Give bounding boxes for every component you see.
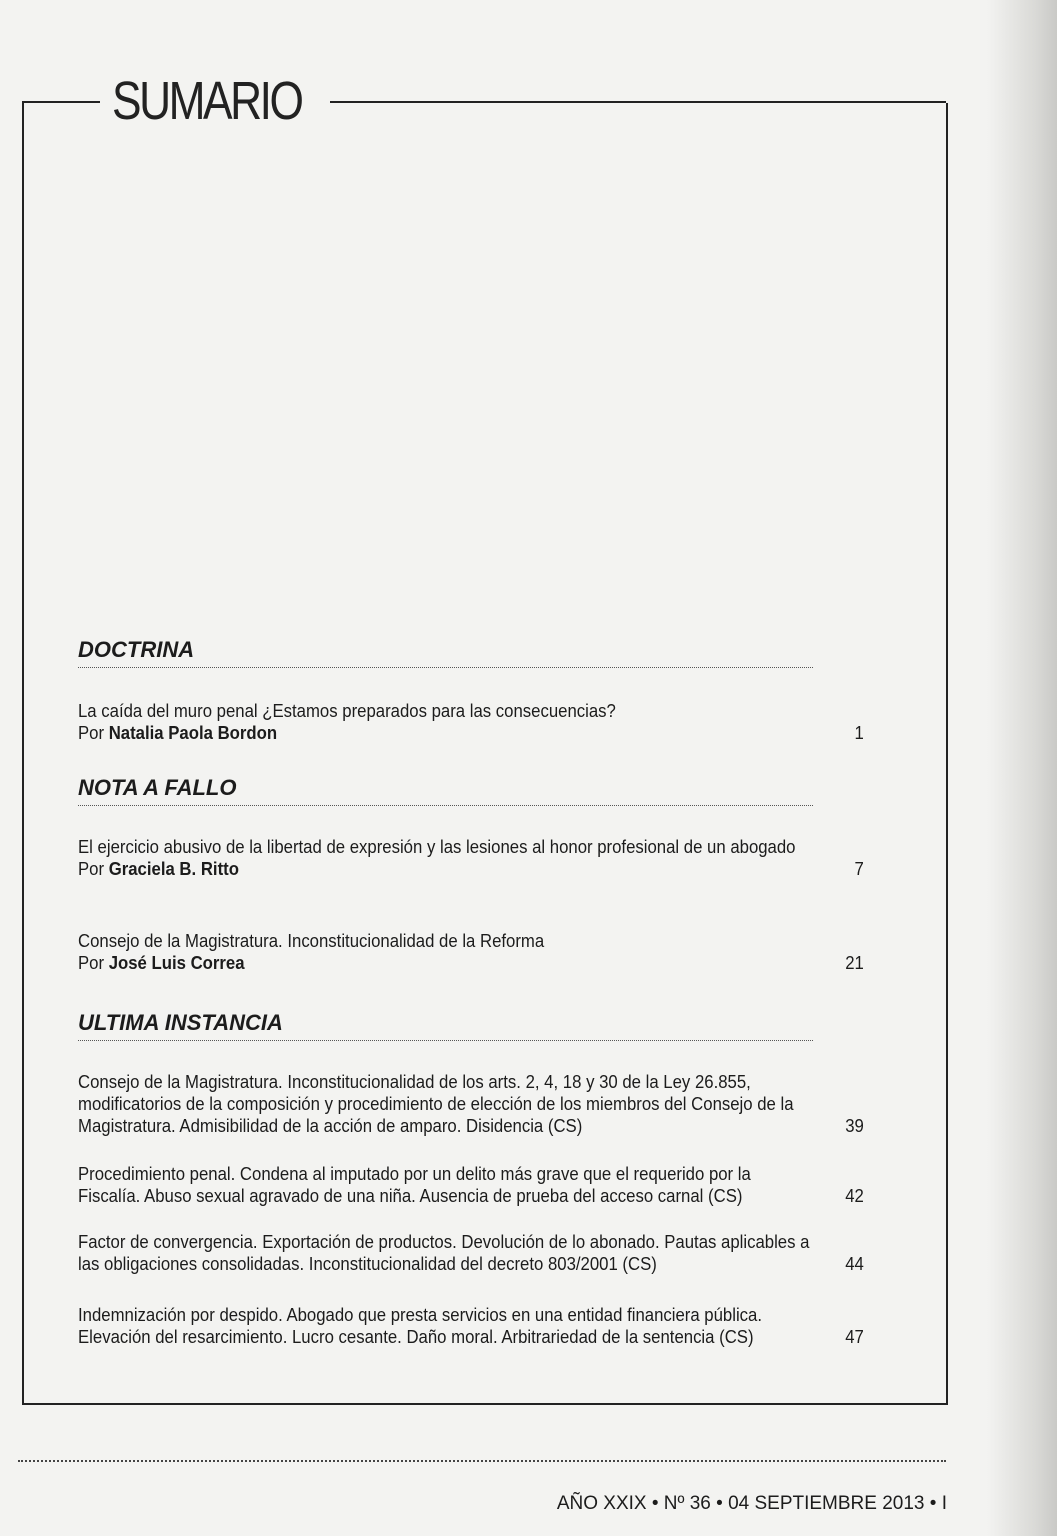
list-item <box>78 836 864 880</box>
list-item <box>78 1071 864 1137</box>
list-item <box>78 1231 864 1275</box>
entry-text: Procedimiento penal. Condena al imputado por un delito más grave que el requerido por la Fiscalía. Abuso sexual agravado de una niña. Ausencia de prueba del acceso carnal (CS) <box>78 1164 751 1206</box>
entry-author: Graciela B. Ritto <box>108 859 239 879</box>
section-heading-ultima-instancia: ULTIMA INSTANCIA <box>78 1010 813 1041</box>
footer-issue-info: AÑO XXIX • Nº 36 • 04 SEPTIEMBRE 2013 • I <box>556 1493 947 1514</box>
entry-page: 42 <box>845 1186 864 1206</box>
list-item <box>78 930 864 974</box>
entry-page: 7 <box>854 859 864 879</box>
author-prefix: Por <box>78 953 109 973</box>
entry-text: Factor de convergencia. Exportación de productos. Devolución de lo abonado. Pautas aplicables a las obligaciones consolidadas. Inconstitucionalidad del decreto 803/2001 (CS) <box>78 1232 810 1274</box>
entry-page: 1 <box>854 723 864 743</box>
entry-text: Indemnización por despido. Abogado que presta servicios en una entidad financiera pública. Elevación del resarcimiento. Lucro cesante. Daño moral. Arbitrariedad de la sentencia (CS) <box>78 1305 763 1347</box>
entry-page: 39 <box>845 1116 864 1136</box>
author-prefix: Por <box>78 859 109 879</box>
list-item <box>78 1163 864 1207</box>
author-prefix: Por <box>78 723 109 743</box>
entry-page: 47 <box>845 1327 864 1347</box>
summary-frame <box>22 103 948 1405</box>
entry-page: 21 <box>845 953 864 973</box>
footer-divider <box>18 1460 946 1462</box>
entry-text: Consejo de la Magistratura. Inconstitucionalidad de la Reforma <box>78 931 545 951</box>
page-edge-shadow <box>987 0 1057 1536</box>
page-title: SUMARIO <box>112 71 302 131</box>
entry-text: Consejo de la Magistratura. Inconstitucionalidad de los arts. 2, 4, 18 y 30 de la Ley 26.855, modificatorios de la composición y procedimiento de elección de los miembros del Consejo de la Magistratura. Admisibilidad de la acción de amparo. Disidencia (CS) <box>78 1072 794 1136</box>
entry-author: José Luis Correa <box>108 953 245 973</box>
entry-author: Natalia Paola Bordon <box>108 723 278 743</box>
entry-text: La caída del muro penal ¿Estamos preparados para las consecuencias? <box>78 701 616 721</box>
entry-text: El ejercicio abusivo de la libertad de expresión y las lesiones al honor profesional de un abogado <box>78 837 796 857</box>
section-heading-nota-a-fallo: NOTA A FALLO <box>78 775 813 806</box>
list-item <box>78 1304 864 1348</box>
entry-page: 44 <box>845 1254 864 1274</box>
list-item <box>78 700 864 744</box>
section-heading-doctrina: DOCTRINA <box>78 637 813 668</box>
